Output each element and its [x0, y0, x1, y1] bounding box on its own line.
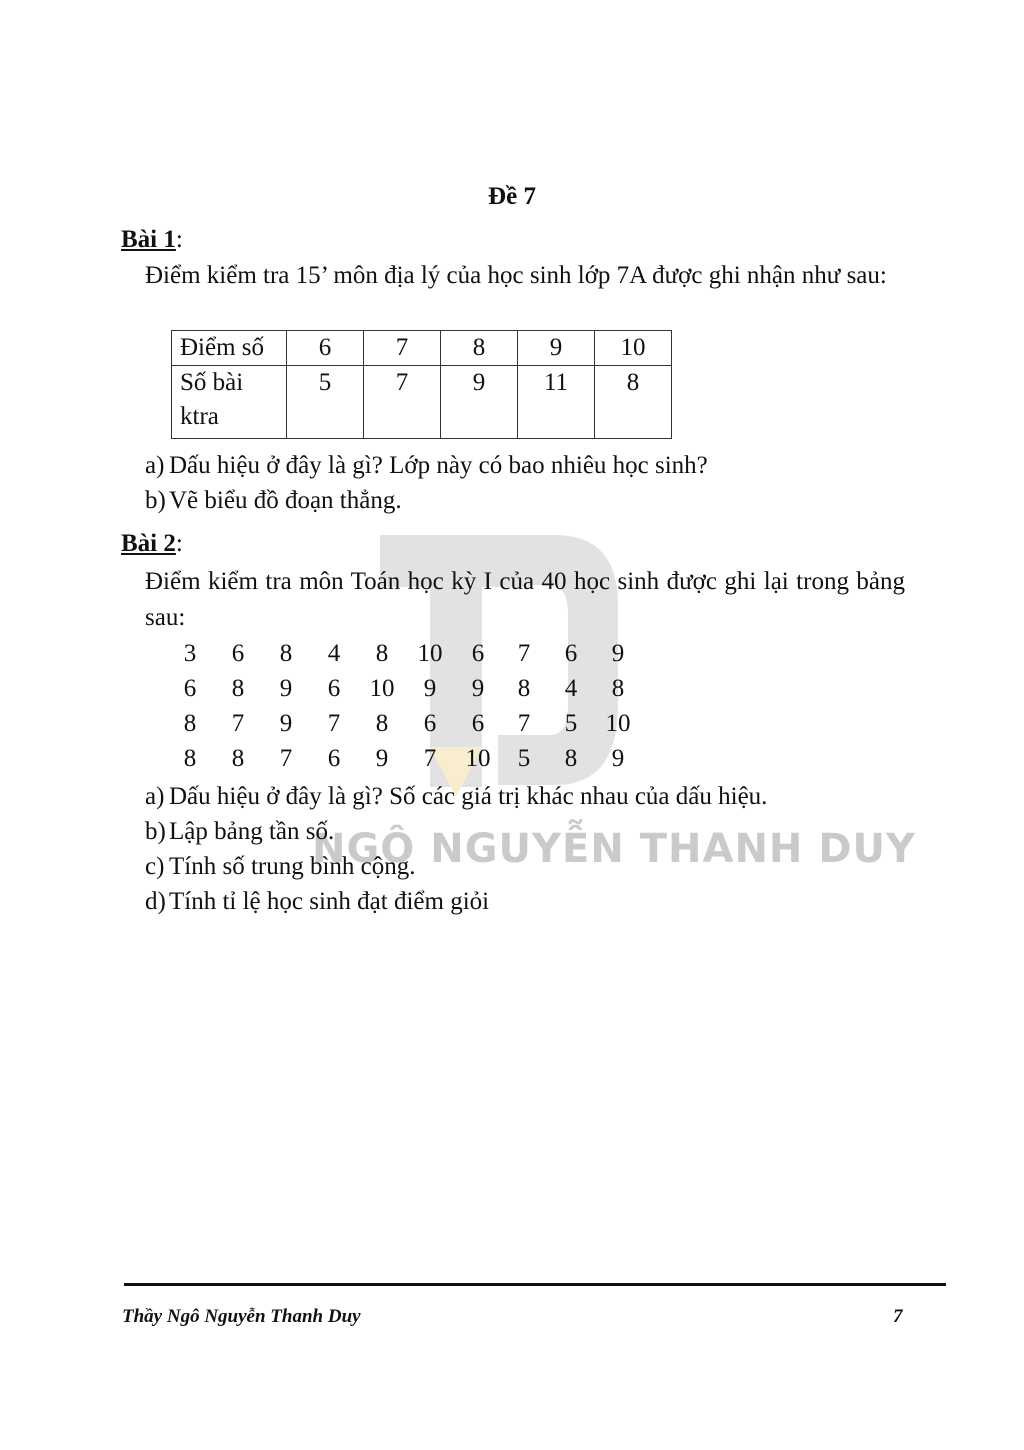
grid-cell: 8: [183, 710, 197, 737]
bai2-intro: Điểm kiểm tra môn Toán học kỳ I của 40 học sinh được ghi lại trong bảng sau:: [145, 568, 905, 631]
score-cell: 6: [287, 331, 364, 366]
bai1-question-b: b) Vẽ biểu đồ đoạn thẳng.: [145, 487, 402, 514]
grid-cell: 7: [279, 745, 293, 772]
bai1-question-a: a) Dấu hiệu ở đây là gì? Lớp này có bao nhiêu học sinh?: [145, 452, 708, 479]
grid-cell: 6: [327, 745, 341, 772]
grid-cell: 10: [465, 745, 491, 772]
grid-cell: 8: [611, 675, 625, 702]
bai2-question-d: d) Tính tỉ lệ học sinh đạt điểm giỏi: [145, 888, 490, 915]
grid-cell: 8: [279, 640, 293, 667]
grid-cell: 5: [517, 745, 531, 772]
grid-cell: 8: [517, 675, 531, 702]
bai2-heading: Bài 2:: [121, 530, 183, 557]
grid-cell: 8: [564, 745, 578, 772]
bai2-question-a: a) Dấu hiệu ở đây là gì? Số các giá trị khác nhau của dấu hiệu.: [145, 783, 768, 810]
watermark-text: NGÔ NGUYỄN THANH DUY: [312, 826, 916, 872]
row-label-score: Điểm số: [172, 331, 287, 366]
score-cell: 9: [518, 331, 595, 366]
bai1-intro: Điểm kiểm tra 15’ môn địa lý của học sinh lớp 7A được ghi nhận như sau:: [145, 262, 887, 289]
table-row: [172, 366, 672, 439]
grid-cell: 9: [423, 675, 437, 702]
page-title: Đề 7: [488, 183, 536, 210]
grid-cell: 9: [279, 710, 293, 737]
grid-cell: 6: [471, 640, 485, 667]
grid-cell: 6: [471, 710, 485, 737]
count-cell: 9: [441, 366, 518, 439]
grid-cell: 3: [183, 640, 197, 667]
grid-cell: 9: [279, 675, 293, 702]
table-row: [172, 331, 672, 366]
bai2-question-b: b) Lập bảng tần số.: [145, 818, 335, 845]
grid-cell: 9: [375, 745, 389, 772]
bai2-question-c: c) Tính số trung bình cộng.: [145, 853, 416, 880]
count-cell: 7: [364, 366, 441, 439]
grid-cell: 6: [231, 640, 245, 667]
score-cell: 8: [441, 331, 518, 366]
grid-cell: 5: [564, 710, 578, 737]
grid-cell: 4: [327, 640, 341, 667]
score-cell: 10: [595, 331, 672, 366]
grid-cell: 8: [231, 675, 245, 702]
grid-cell: 9: [611, 640, 625, 667]
grid-cell: 10: [605, 710, 631, 737]
grid-cell: 7: [231, 710, 245, 737]
grid-cell: 7: [517, 710, 531, 737]
page-number: 7: [893, 1306, 903, 1327]
row-label-count: Số bài ktra: [172, 366, 287, 439]
grid-cell: 8: [183, 745, 197, 772]
grid-cell: 9: [471, 675, 485, 702]
grid-cell: 10: [369, 675, 395, 702]
grid-cell: 6: [564, 640, 578, 667]
grid-cell: 7: [517, 640, 531, 667]
count-cell: 8: [595, 366, 672, 439]
score-cell: 7: [364, 331, 441, 366]
footer-author: Thầy Ngô Nguyễn Thanh Duy: [122, 1306, 361, 1327]
grid-cell: 8: [231, 745, 245, 772]
grid-cell: 10: [417, 640, 443, 667]
grid-cell: 7: [423, 745, 437, 772]
grid-cell: 6: [423, 710, 437, 737]
grid-cell: 9: [611, 745, 625, 772]
footer-rule: [124, 1283, 946, 1286]
grid-cell: 8: [375, 710, 389, 737]
count-cell: 5: [287, 366, 364, 439]
grid-cell: 6: [183, 675, 197, 702]
count-cell: 11: [518, 366, 595, 439]
grid-cell: 6: [327, 675, 341, 702]
frequency-table: [171, 330, 672, 439]
grid-cell: 4: [564, 675, 578, 702]
bai1-heading: Bài 1:: [121, 226, 183, 253]
grid-cell: 8: [375, 640, 389, 667]
grid-cell: 7: [327, 710, 341, 737]
